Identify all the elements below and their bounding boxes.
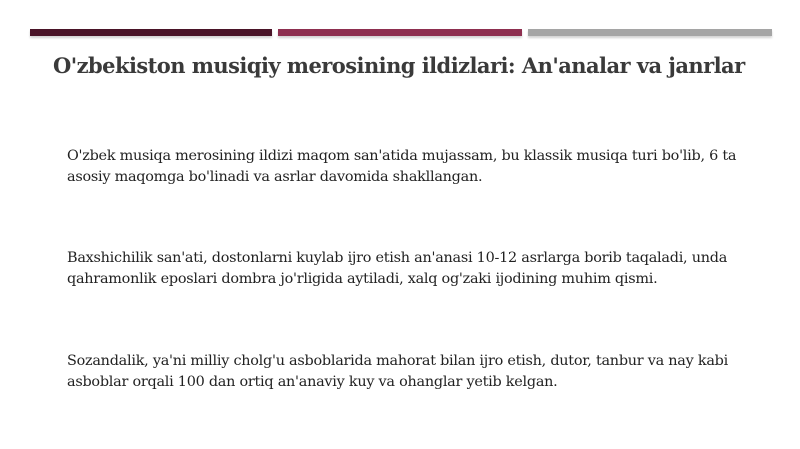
header-bar-dark [30, 29, 272, 36]
slide-title: O'zbekiston musiqiy merosining ildizlari: An'analar va janrlar [53, 53, 745, 78]
header-bar-gray [528, 29, 772, 36]
paragraph-sozandalik: Sozandalik, ya'ni milliy cholg'u asboblarida mahorat bilan ijro etish, dutor, tanbur va nay kabi asboblar orqali 100 dan ortiq an'anaviy kuy va ohanglar yetib kelgan. [67, 353, 728, 390]
header-bar-magenta [278, 29, 522, 36]
paragraph-baxshichilik: Baxshichilik san'ati, dostonlarni kuylab ijro etish an'anasi 10-12 asrlarga borib taqaladi, unda qahramonlik eposlari dombra jo'rligida aytiladi, xalq og'zaki ijodining muhim qismi. [67, 250, 728, 287]
decorative-header-bars [30, 29, 772, 37]
paragraph-maqom: O'zbek musiqa merosining ildizi maqom san'atida mujassam, bu klassik musiqa turi bo'lib, 6 ta asosiy maqomga bo'linadi va asrlar davomida shakllangan. [67, 148, 737, 185]
